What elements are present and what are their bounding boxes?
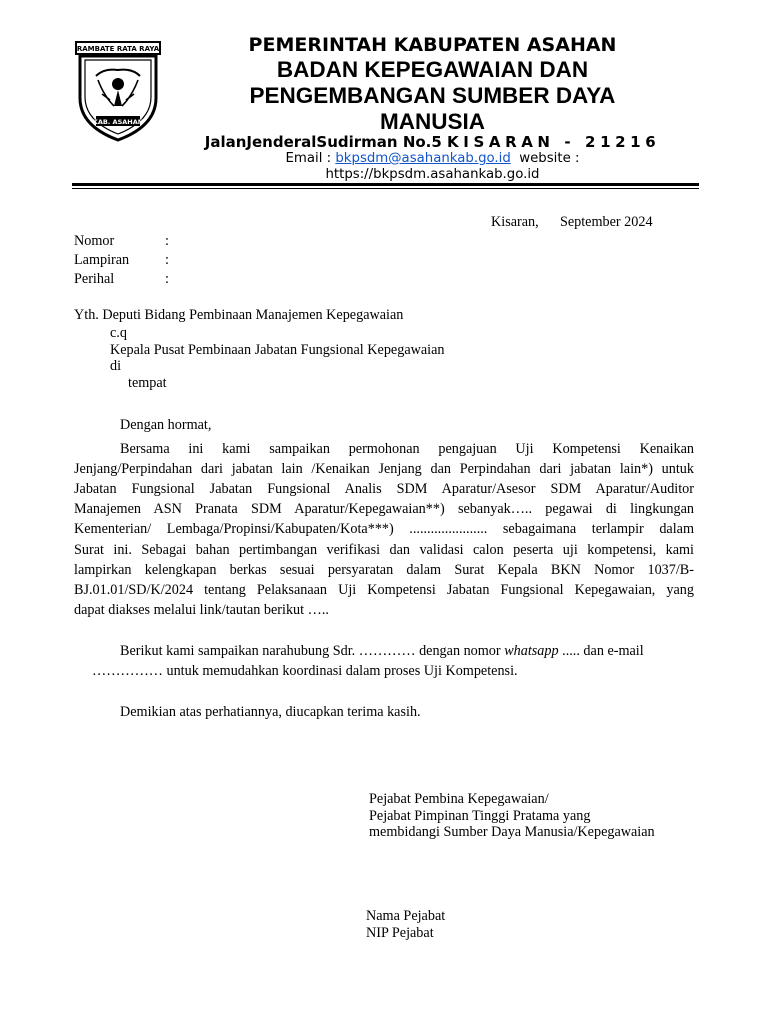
government-name: PEMERINTAH KABUPATEN ASAHAN	[248, 34, 617, 56]
signatory-title-line: Pejabat Pembina Kepegawaian/	[369, 791, 549, 807]
paragraph-line: Bersama ini kami sampaikan permohonan pengajuan Uji Kompetensi Kenaikan	[120, 441, 694, 457]
signatory-name: Nama Pejabat	[366, 908, 446, 924]
paragraph-line: Jabatan Fungsional Jabatan Fungsional Analis SDM Aparatur/Asesor SDM Aparatur/Auditor	[74, 481, 694, 497]
signatory-nip: NIP Pejabat	[366, 925, 434, 941]
meta-label-nomor: Nomor	[74, 233, 115, 249]
recipient-tempat: tempat	[128, 375, 167, 391]
meta-colon: :	[165, 271, 169, 287]
paragraph-line: Kementerian/ Lembaga/Propinsi/Kabupaten/Kota***) ...................... sebagaimana terlampir dalam	[74, 521, 694, 537]
agency-name-line: BADAN KEPEGAWAIAN DAN	[276, 57, 589, 82]
greeting: Dengan hormat,	[120, 417, 212, 433]
recipient-line: Kepala Pusat Pembinaan Jabatan Fungsional Kepegawaian	[110, 342, 445, 358]
paragraph-line: BJ.01.01/SD/K/2024 tentang Pelaksanaan Uji Kompetensi Jabatan Fungsional Kepegawaian, yang	[74, 582, 694, 598]
meta-colon: :	[165, 233, 169, 249]
agency-name	[200, 57, 665, 135]
meta-label-lampiran: Lampiran	[74, 252, 130, 268]
meta-colon: :	[165, 252, 169, 268]
logo-motto: RAMBATE RATA RAYA	[76, 45, 160, 53]
contact-paragraph-line	[120, 641, 644, 661]
place-date: Kisaran, September 2024	[491, 214, 653, 230]
email-label: Email :	[285, 151, 336, 166]
paragraph-line: Manajemen ASN Pranata SDM Aparatur/Kepegawaian**) sebanyak….. pegawai di lingkungan	[74, 501, 694, 517]
contact-text: ..... dan e-mail	[558, 643, 644, 659]
closing: Demikian atas perhatiannya, diucapkan terima kasih.	[120, 704, 421, 720]
contact-paragraph-line: …………… untuk memudahkan koordinasi dalam proses Uji Kompetensi.	[92, 663, 518, 679]
address-city-postcode: KISARAN - 21216	[447, 133, 661, 151]
letterhead-rule-thick	[72, 183, 699, 186]
signatory-title-line: membidangi Sumber Daya Manusia/Kepegawaian	[369, 824, 655, 840]
agency-address	[200, 133, 665, 151]
website-url[interactable]: https://bkpsdm.asahankab.go.id	[325, 166, 540, 182]
recipient-cq: c.q	[110, 325, 127, 341]
email-link[interactable]: bkpsdm@asahankab.go.id	[335, 151, 511, 166]
website-label: website :	[510, 151, 580, 166]
contact-whatsapp: whatsapp	[504, 643, 559, 659]
signatory-title-line: Pejabat Pimpinan Tinggi Pratama yang	[369, 808, 591, 824]
meta-label-perihal: Perihal	[74, 271, 115, 287]
contact-text: Berikut kami sampaikan narahubung Sdr. ………… dengan nomor	[120, 643, 505, 659]
recipient-line: Yth. Deputi Bidang Pembinaan Manajemen Kepegawaian	[74, 307, 404, 323]
kabupaten-asahan-emblem	[74, 40, 162, 142]
paragraph-line: Jenjang/Perpindahan dari jabatan lain /Kenaikan Jenjang dan Perpindahan dari jabatan lain*) untuk	[74, 461, 694, 477]
paragraph-line: dapat diakses melalui link/tautan berikut …..	[74, 602, 329, 618]
paragraph-line: Surat ini. Sebagai bahan pertimbangan verifikasi dan validasi calon peserta uji kompetensi, kami	[74, 542, 694, 558]
recipient-di: di	[110, 358, 122, 374]
agency-name-line: PENGEMBANGAN SUMBER DAYA	[249, 83, 616, 108]
paragraph-line: lampirkan kelengkapan berkas sesuai persyaratan dalam Surat Kepala BKN Nomor 1037/B-	[74, 562, 694, 578]
logo-caption: KAB. ASAHAN	[92, 118, 144, 126]
agency-name-line: MANUSIA	[380, 109, 485, 134]
agency-contact	[200, 151, 665, 182]
letterhead-rule-thin	[72, 188, 699, 189]
address-street: JalanJenderalSudirman No.5	[204, 133, 448, 151]
